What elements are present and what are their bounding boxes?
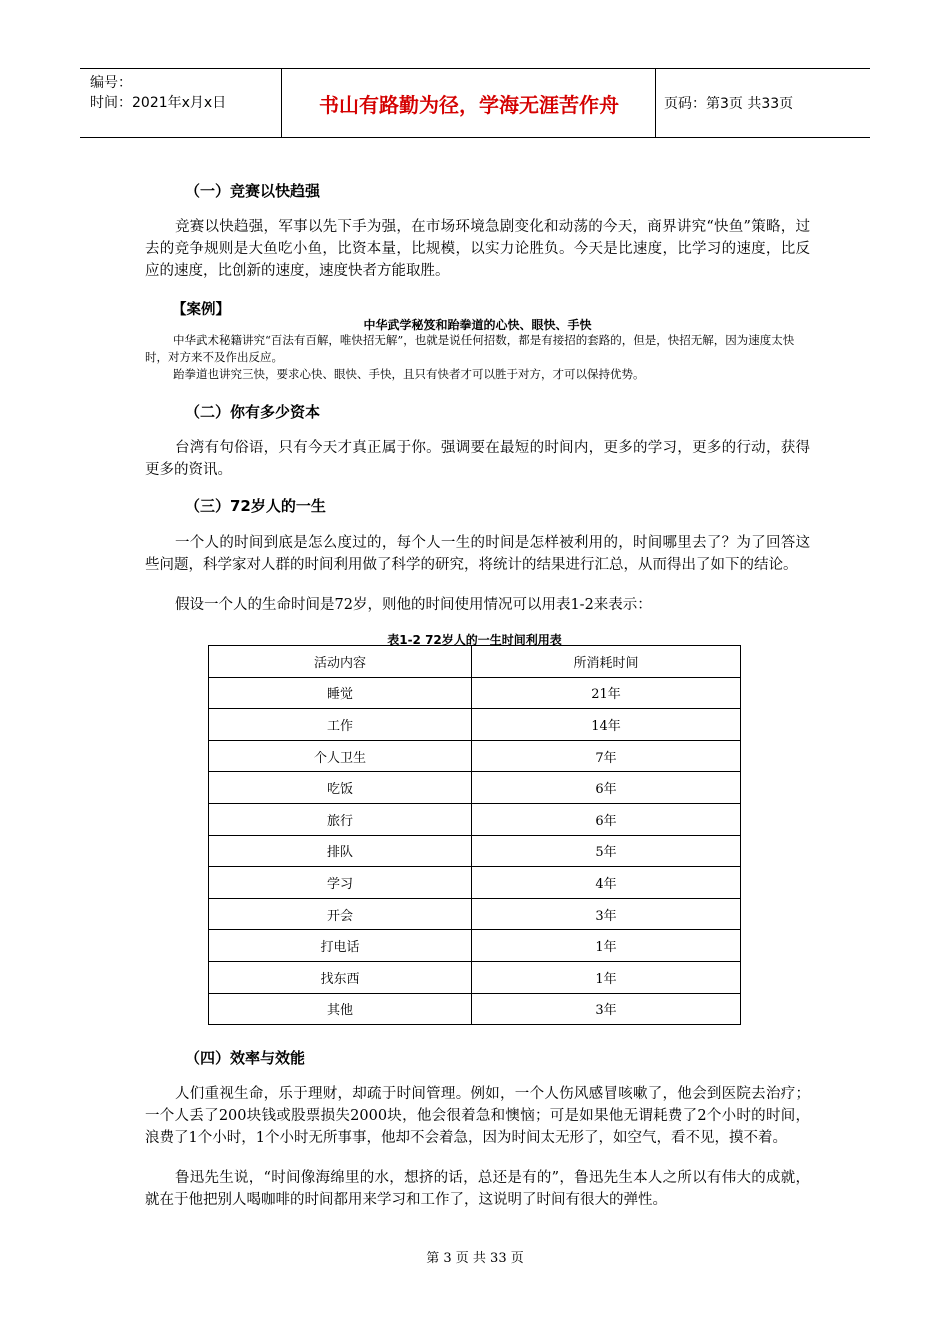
activity-cell: 工作	[209, 709, 472, 741]
time-cell: 14年	[472, 709, 741, 741]
activity-cell: 学习	[209, 867, 472, 899]
activity-cell: 其他	[209, 993, 472, 1025]
time-cell: 1年	[472, 930, 741, 962]
activity-cell: 旅行	[209, 803, 472, 835]
activity-cell: 吃饭	[209, 772, 472, 804]
table-caption: 表1-2 72岁人的一生时间利用表	[387, 633, 562, 647]
column-header-time: 所消耗时间	[472, 646, 741, 678]
doc-date-label: 时间：2021年x月x日	[90, 95, 227, 111]
section-3-paragraph-2: 假设一个人的生命时间是72岁，则他的时间使用情况可以用表1-2来表示：	[175, 597, 652, 613]
table-row	[209, 772, 741, 804]
case-title: 中华武学秘笈和跆拳道的心快、眼快、手快	[363, 318, 592, 332]
section-3-paragraph-1: 一个人的时间到底是怎么度过的，每个人一生的时间是怎样被利用的，时间哪里去了？为了回答这些问题，科学家对人群的时间利用做了科学的研究，将统计的结果进行汇总，从而得出了如下的结论。	[145, 535, 810, 573]
time-cell: 1年	[472, 961, 741, 993]
time-cell: 3年	[472, 993, 741, 1025]
section-2-paragraph: 台湾有句俗语，只有今天才真正属于你。强调要在最短的时间内，更多的学习，更多的行动，获得更多的资讯。	[145, 440, 810, 478]
time-cell: 3年	[472, 898, 741, 930]
section-2-title: （二）你有多少资本	[185, 403, 321, 421]
section-4-paragraph-1: 人们重视生命，乐于理财，却疏于时间管理。例如，一个人伤风感冒咳嗽了，他会到医院去治疗；一个人丢了200块钱或股票损失2000块，他会很着急和懊恼；可是如果他无谓耗费了2个小时的时间，浪费了1个小时，1个小时无所事事，他却不会着急，因为时间太无形了，如空气，看不见，摸不着。	[145, 1086, 810, 1146]
time-cell: 5年	[472, 835, 741, 867]
case-paragraph-2: 跆拳道也讲究三快，要求心快、眼快、手快，且只有快者才可以胜于对方，才可以保持优势。	[173, 367, 645, 381]
time-cell: 6年	[472, 803, 741, 835]
header-motto: 书山有路勤为径，学海无涯苦作舟	[319, 92, 619, 117]
header-page-info: 页码：第3页 共33页	[664, 96, 794, 112]
table-row	[209, 803, 741, 835]
section-4-paragraph-2: 鲁迅先生说，“时间像海绵里的水，想挤的话，总还是有的”，鲁迅先生本人之所以有伟大的成就，就在于他把别人喝咖啡的时间都用来学习和工作了，这说明了时间有很大的弹性。	[145, 1170, 810, 1208]
header-meta	[80, 69, 282, 137]
activity-cell: 个人卫生	[209, 740, 472, 772]
time-usage-table	[208, 645, 741, 1025]
table-row	[209, 709, 741, 741]
time-cell: 21年	[472, 677, 741, 709]
activity-cell: 开会	[209, 898, 472, 930]
activity-cell: 找东西	[209, 961, 472, 993]
table-row	[209, 961, 741, 993]
case-label: 【案例】	[172, 302, 230, 318]
section-4-title: （四）效率与效能	[185, 1049, 306, 1067]
table-row	[209, 867, 741, 899]
table-row	[209, 677, 741, 709]
table-row	[209, 898, 741, 930]
section-1-title: （一）竞赛以快趋强	[185, 182, 321, 200]
doc-number-label: 编号：	[90, 75, 132, 91]
page-header	[80, 68, 870, 138]
activity-cell: 打电话	[209, 930, 472, 962]
activity-cell: 睡觉	[209, 677, 472, 709]
section-3-title: （三）72岁人的一生	[185, 497, 326, 515]
table-row	[209, 835, 741, 867]
activity-cell: 排队	[209, 835, 472, 867]
section-1-paragraph: 竞赛以快趋强，军事以先下手为强，在市场环境急剧变化和动荡的今天，商界讲究“快鱼”策略，过去的竞争规则是大鱼吃小鱼，比资本量，比规模，以实力论胜负。今天是比速度，比学习的速度，比反应的速度，比创新的速度，速度快者方能取胜。	[145, 219, 810, 279]
table-row	[209, 930, 741, 962]
header-motto-cell	[283, 69, 656, 137]
page-footer: 第 3 页 共 33 页	[426, 1251, 524, 1266]
time-cell: 4年	[472, 867, 741, 899]
case-paragraph-1: 中华武术秘籍讲究“百法有百解，唯快招无解”，也就是说任何招数，都是有接招的套路的，但是，快招无解，因为速度太快时，对方来不及作出反应。	[145, 333, 795, 364]
table-header-row	[209, 646, 741, 678]
table-row	[209, 740, 741, 772]
time-cell: 6年	[472, 772, 741, 804]
column-header-activity: 活动内容	[209, 646, 472, 678]
time-cell: 7年	[472, 740, 741, 772]
table-row	[209, 993, 741, 1025]
